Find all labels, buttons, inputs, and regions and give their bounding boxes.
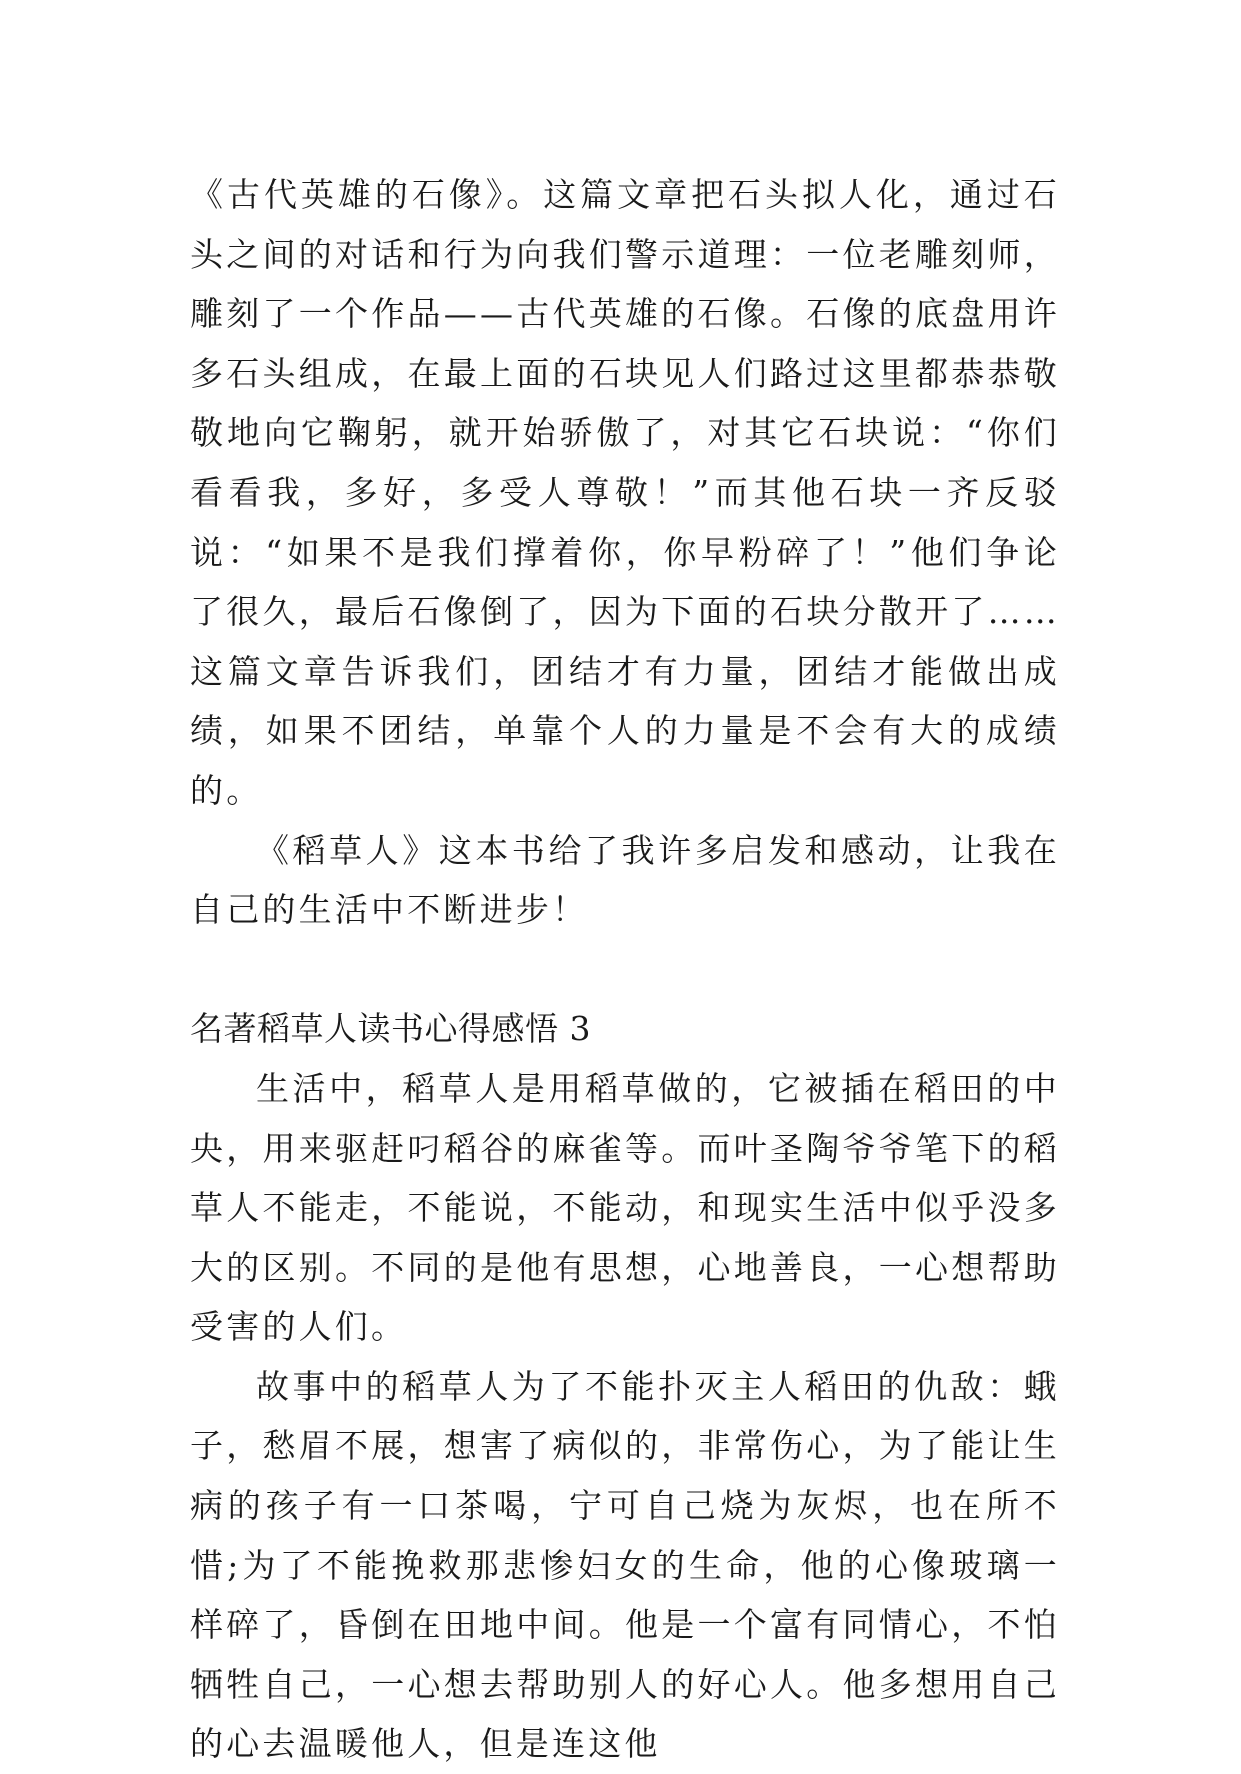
paragraph-scarecrow-life: 生活中，稻草人是用稻草做的，它被插在稻田的中央，用来驱赶叼稻谷的麻雀等。而叶圣陶爷爷笔下的稻草人不能走，不能说，不能动，和现实生活中似乎没多大的区别。不同的是他有思想，心地善良，一心想帮助受害的人们。: [190, 1068, 1060, 1347]
paragraph-stone-statue: 《古代英雄的石像》。这篇文章把石头拟人化，通过石头之间的对话和行为向我们警示道理：一位老雕刻师，雕刻了一个作品——古代英雄的石像。石像的底盘用许多石头组成，在最上面的石块见人们路过这里都恭恭敬敬地向它鞠躬，就开始骄傲了，对其它石块说：“你们看看我，多好，多受人尊敬！”而其他石块一齐反驳说：“如果不是我们撑着你，你早粉碎了！”他们争论了很久，最后石像倒了，因为下面的石块分散开了……这篇文章告诉我们，团结才有力量，团结才能做出成绩，如果不团结，单靠个人的力量是不会有大的成绩的。: [190, 175, 1060, 810]
document-body: [190, 165, 1060, 1774]
paragraph-book-inspiration: 《稻草人》这本书给了我许多启发和感动，让我在自己的生活中不断进步！: [190, 830, 1060, 930]
section-title: 名著稻草人读书心得感悟 3: [190, 1009, 591, 1049]
section-gap: [190, 940, 1060, 1000]
paragraph-scarecrow-story: 故事中的稻草人为了不能扑灭主人稻田的仇敌：蛾子，愁眉不展，想害了病似的，非常伤心，为了能让生病的孩子有一口茶喝，宁可自己烧为灰烬，也在所不惜;为了不能挽救那悲惨妇女的生命，他的心像玻璃一样碎了，昏倒在田地中间。他是一个富有同情心，不怕牺牲自己，一心想去帮助别人的好心人。他多想用自己的心去温暖他人，但是连这他: [190, 1366, 1060, 1764]
